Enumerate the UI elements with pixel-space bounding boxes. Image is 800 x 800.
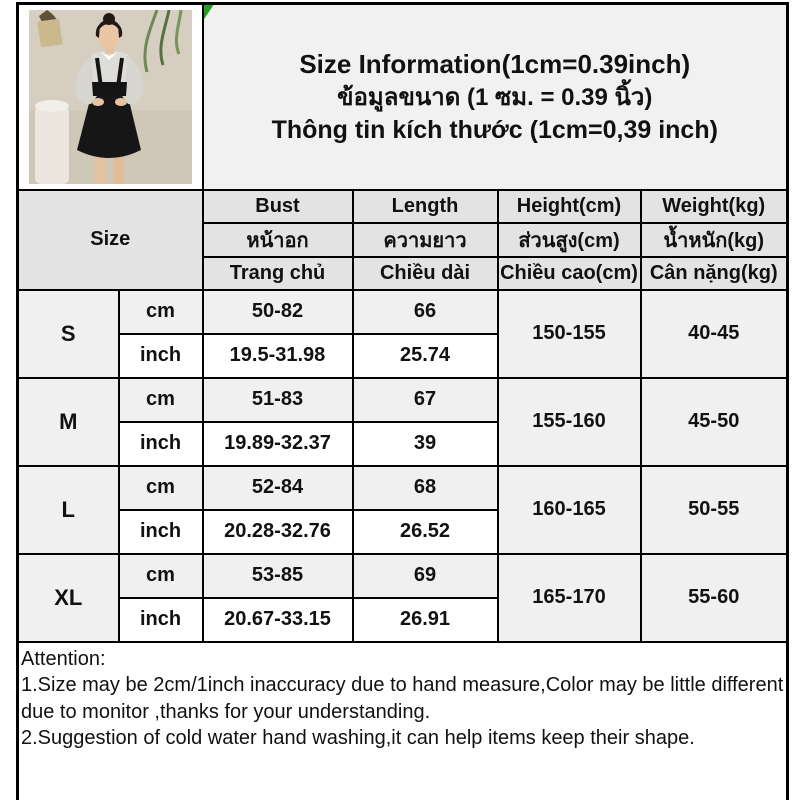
col-bust-en: Bust (203, 190, 353, 223)
col-height-th: ส่วนสูง(cm) (498, 223, 641, 257)
col-length-vi: Chiều dài (353, 257, 498, 290)
weight-s: 40-45 (641, 290, 788, 378)
green-corner-marker-icon (204, 5, 214, 20)
col-height-vi: Chiều cao(cm) (498, 257, 641, 290)
bust-inch-s: 19.5-31.98 (203, 334, 353, 378)
title-english: Size Information(1cm=0.39inch) (299, 48, 691, 79)
height-l: 160-165 (498, 466, 641, 554)
unit-inch-s: inch (119, 334, 203, 378)
title-row (18, 4, 788, 190)
col-bust-th: หน้าอก (203, 223, 353, 257)
product-photo (29, 10, 192, 184)
attention-note-2: 2.Suggestion of cold water hand washing,it can help items keep their shape. (21, 727, 695, 749)
bust-inch-l: 20.28-32.76 (203, 510, 353, 554)
row-m-cm (18, 378, 788, 422)
size-header: Size (18, 190, 203, 290)
col-weight-vi: Cân nặng(kg) (641, 257, 788, 290)
height-m: 155-160 (498, 378, 641, 466)
col-weight-en: Weight(kg) (641, 190, 788, 223)
col-height-en: Height(cm) (498, 190, 641, 223)
header-row-en (18, 190, 788, 223)
height-xl: 165-170 (498, 554, 641, 642)
height-s: 150-155 (498, 290, 641, 378)
unit-cm-l: cm (119, 466, 203, 510)
attention-title: Attention: (21, 647, 106, 670)
row-s-cm (18, 290, 788, 334)
size-label-l: L (18, 466, 119, 554)
weight-xl: 55-60 (641, 554, 788, 642)
weight-m: 45-50 (641, 378, 788, 466)
title-cell (203, 4, 788, 190)
bust-cm-l: 52-84 (203, 466, 353, 510)
bust-inch-xl: 20.67-33.15 (203, 598, 353, 642)
attention-box (18, 642, 788, 800)
size-label-xl: XL (18, 554, 119, 642)
unit-inch-l: inch (119, 510, 203, 554)
bust-cm-m: 51-83 (203, 378, 353, 422)
title-thai: ข้อมูลขนาด (1 ซม. = 0.39 นิ้ว) (337, 83, 653, 111)
length-cm-l: 68 (353, 466, 498, 510)
product-photo-illustration (29, 10, 192, 184)
size-table (16, 2, 789, 800)
col-length-th: ความยาว (353, 223, 498, 257)
length-inch-s: 25.74 (353, 334, 498, 378)
length-inch-m: 39 (353, 422, 498, 466)
title-vietnamese: Thông tin kích thước (1cm=0,39 inch) (271, 115, 718, 144)
weight-l: 50-55 (641, 466, 788, 554)
bust-inch-m: 19.89-32.37 (203, 422, 353, 466)
col-bust-vi: Trang chủ (203, 257, 353, 290)
unit-cm-s: cm (119, 290, 203, 334)
col-weight-th: น้ำหนัก(kg) (641, 223, 788, 257)
unit-inch-m: inch (119, 422, 203, 466)
attention-note-1: 1.Size may be 2cm/1inch inaccuracy due to hand measure,Color may be little different due to monitor ,thanks for your understanding. (21, 674, 784, 723)
unit-inch-xl: inch (119, 598, 203, 642)
row-l-cm (18, 466, 788, 510)
bust-cm-s: 50-82 (203, 290, 353, 334)
row-xl-cm (18, 554, 788, 598)
bust-cm-xl: 53-85 (203, 554, 353, 598)
length-cm-m: 67 (353, 378, 498, 422)
product-photo-cell (18, 4, 203, 190)
length-inch-xl: 26.91 (353, 598, 498, 642)
unit-cm-xl: cm (119, 554, 203, 598)
size-label-m: M (18, 378, 119, 466)
length-cm-xl: 69 (353, 554, 498, 598)
size-label-s: S (18, 290, 119, 378)
col-length-en: Length (353, 190, 498, 223)
unit-cm-m: cm (119, 378, 203, 422)
attention-row (18, 642, 788, 800)
length-inch-l: 26.52 (353, 510, 498, 554)
length-cm-s: 66 (353, 290, 498, 334)
